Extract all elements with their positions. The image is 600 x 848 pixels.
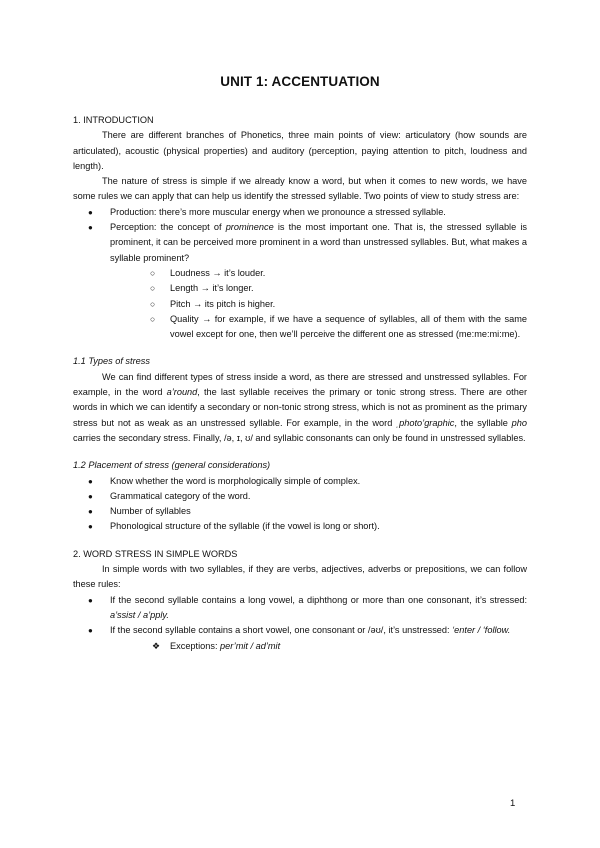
bullet-icon: ●: [88, 223, 93, 233]
paragraph: The nature of stress is simple if we already know a word, but when it comes to new words, we have some rules we can apply that can help us identify the stressed syllable. Two points of view to study stress are:: [73, 176, 527, 202]
bullet-icon: ●: [88, 491, 93, 501]
section-heading-introduction: 1. INTRODUCTION: [73, 115, 154, 125]
list-item: ● If the second syllable contains a long vowel, a diphthong or more than one consonant, it’s stressed: a’ssist / a’pply.: [88, 594, 527, 620]
circle-bullet-icon: ○: [150, 313, 156, 324]
bullet-icon: ●: [88, 595, 93, 605]
bullet-icon: ●: [88, 507, 93, 517]
section-heading-word-stress: 2. WORD STRESS IN SIMPLE WORDS: [73, 548, 238, 559]
circle-bullet-icon: ○: [150, 298, 156, 309]
list-item: ● Phonological structure of the syllable (if the vowel is long or short).: [73, 519, 527, 534]
sub-list-item: ○ Length → it’s longer.: [150, 281, 527, 296]
page-title: UNIT 1: ACCENTUATION: [220, 74, 380, 89]
sub-list-item: ○ Pitch → its pitch is higher.: [150, 297, 527, 312]
sub-list-item: ○ Loudness → it’s louder.: [150, 266, 527, 281]
list-item: ● Know whether the word is morphologically simple of complex.: [73, 474, 527, 489]
sub-list-item: ❖ Exceptions: per’mit / ad’mit: [152, 639, 527, 654]
circle-bullet-icon: ○: [150, 267, 156, 278]
diamond-bullet-icon: ❖: [152, 640, 161, 651]
bullet-list: [73, 474, 527, 535]
list-item: ● If the second syllable contains a short vowel, one consonant or /əʊ/, it’s unstressed: ‘enter / ‘follow. ❖ Exceptions: per’mit / ad’mit: [73, 623, 527, 654]
list-item: ● Grammatical category of the word.: [73, 489, 527, 504]
section-heading-placement-of-stress: 1.2 Placement of stress (general considerations): [73, 460, 271, 471]
paragraph: There are different branches of Phonetics, three main points of view: articulatory (how sounds are articulated), acoustic (physical properties) and auditory (perception, paying attention to pitch, loudness and length).: [73, 130, 527, 171]
paragraph: We can find different types of stress inside a word, as there are stressed and unstressed syllables. For example, in the word a’round, the last syllable receives the primary or tonic strong stress. There are other words in which we can identify a secondary or non-tonic strong stress, which is not as prominent as the primary stress but not as weak as an unstressed syllable. For example, in the word ˌphoto’graphic, the syllable pho carries the secondary stress. Finally, /ə, ɪ, ʊ/ and syllabic consonants can only be found in unstressed syllables.: [73, 371, 528, 443]
section-heading-types-of-stress: 1.1 Types of stress: [73, 356, 150, 367]
list-item: ● Production: there’s more muscular energy when we pronounce a stressed syllable.: [73, 205, 527, 220]
bullet-icon: ●: [88, 476, 93, 486]
sub-list: [150, 266, 527, 342]
bullet-icon: ●: [88, 207, 93, 217]
bullet-icon: ●: [88, 626, 93, 636]
list-item: ● Number of syllables: [73, 504, 527, 519]
sub-list: [152, 639, 527, 654]
page-number: 1: [510, 798, 516, 809]
document-body: [73, 113, 527, 654]
sub-list-item: ○ Quality → for example, if we have a sequence of syllables, all of them with the same vowel except for one, then we’ll perceive the different one as stressed (me:me:mi:me).: [150, 313, 527, 340]
bullet-list: [73, 205, 527, 343]
circle-bullet-icon: ○: [150, 283, 156, 294]
list-item: ● Perception: the concept of prominence is the most important one. That is, the stressed syllable is prominent, it can be perceived more prominent in a word than unstressed syllables. But, what makes a syllable prominent? ○ Loudness → it’s louder. ○ Length → it’s longer. ○ Pitch → its pitch is higher. ○ Quality → for example, if we have a sequence of syllables, all of them with the same vowel except for one, then we’ll perceive the different one as stressed (me:me:mi:me).: [73, 220, 527, 342]
bullet-list: [73, 593, 527, 654]
bullet-icon: ●: [88, 522, 93, 532]
paragraph: In simple words with two syllables, if they are verbs, adjectives, adverbs or prepositions, we can follow these rules:: [73, 564, 527, 590]
